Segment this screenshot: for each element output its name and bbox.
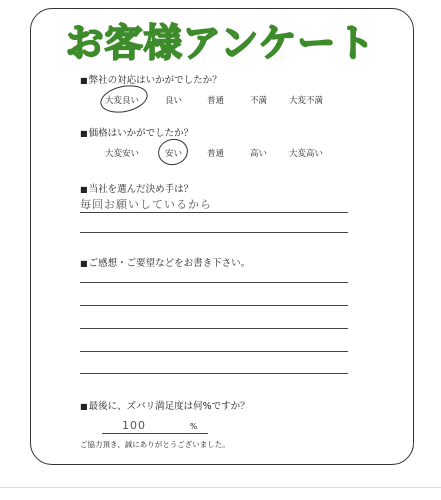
- bullet-mark: ■: [80, 402, 88, 411]
- question-comments: [80, 255, 250, 269]
- question-service-label: 弊社の対応はいかがでしたか？: [88, 75, 222, 86]
- option-average[interactable]: 普通: [207, 149, 225, 159]
- option-very-expensive[interactable]: 大変高い: [289, 149, 324, 159]
- option-expensive[interactable]: 高い: [250, 149, 268, 159]
- bullet-mark: ■: [80, 76, 88, 85]
- option-very-dissatisfied[interactable]: 大変不満: [289, 96, 324, 106]
- page-edge-rule: [0, 487, 441, 488]
- option-very-good[interactable]: 大変良い: [105, 96, 140, 106]
- question-reason: [80, 181, 193, 195]
- comment-line: [80, 282, 348, 283]
- comment-line: [80, 305, 348, 306]
- question-satisfaction-label: 最後に、ズバリ満足度は何%ですか？: [88, 401, 250, 412]
- comment-line: [80, 373, 348, 374]
- question-satisfaction: [80, 398, 250, 412]
- bullet-mark: ■: [80, 185, 88, 194]
- question-price: [80, 125, 193, 139]
- comment-line: [80, 351, 348, 352]
- bullet-mark: ■: [80, 259, 88, 268]
- comment-line: [80, 328, 348, 329]
- satisfaction-answer-line: [102, 433, 208, 434]
- question-price-label: 価格はいかがでしたか？: [88, 128, 194, 139]
- option-dissatisfied[interactable]: 不満: [250, 96, 268, 106]
- option-good[interactable]: 良い: [165, 96, 183, 106]
- option-very-cheap[interactable]: 大変安い: [105, 149, 140, 159]
- option-cheap[interactable]: 安い: [165, 149, 183, 159]
- reason-answer-handwritten: 毎回お願いしているから: [80, 198, 212, 211]
- thank-you-note: ご協力頂き、誠にありがとうございました。: [80, 440, 230, 449]
- question-comments-label: ご感想・ご要望などをお書き下さい。: [88, 258, 251, 269]
- satisfaction-answer-handwritten: 100: [122, 419, 146, 432]
- answer-line: [80, 212, 348, 213]
- answer-line: [80, 232, 348, 233]
- question-service: [80, 72, 222, 86]
- question-reason-label: 当社を選んだ決め手は？: [88, 184, 194, 195]
- option-average[interactable]: 普通: [207, 96, 225, 106]
- percent-unit: %: [190, 422, 198, 431]
- bullet-mark: ■: [80, 129, 88, 138]
- survey-title: お客様アンケート: [65, 21, 376, 65]
